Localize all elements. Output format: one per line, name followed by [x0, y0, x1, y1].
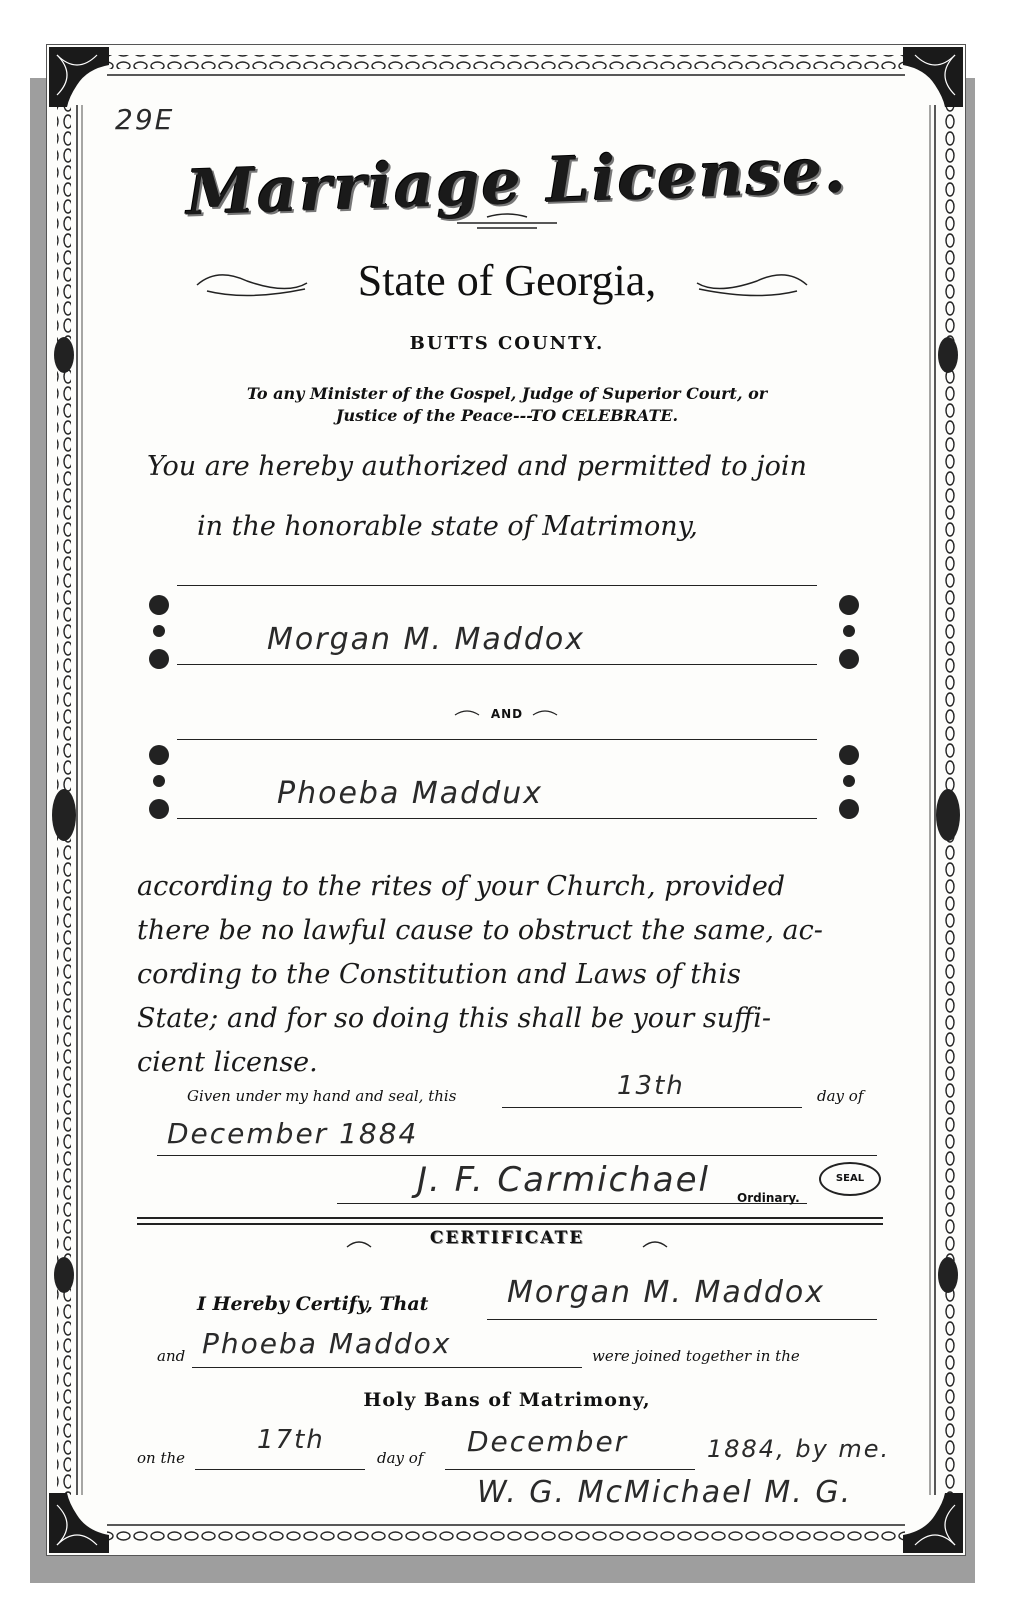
margin-note: 29E [115, 103, 175, 136]
given-day: 13th [617, 1071, 685, 1101]
license-sheet [46, 44, 966, 1556]
addressee-line-1: To any Minister of the Gospel, Judge of Superior Court, or [246, 384, 768, 403]
certify-and: and [157, 1347, 186, 1365]
bride-name-box [177, 739, 817, 819]
seal-emblem [819, 1162, 881, 1196]
officiant-signature: W. G. McMichael M. G. [477, 1475, 853, 1510]
cert-day: 17th [257, 1425, 325, 1455]
certificate-divider [137, 1217, 883, 1225]
certify-groom: Morgan M. Maddox [507, 1275, 825, 1310]
rites-paragraph [137, 865, 897, 1085]
rites-line-2: there be no lawful cause to obstruct the same, ac- [137, 915, 823, 946]
given-month-rule [157, 1155, 877, 1156]
groom-name-box [177, 585, 817, 665]
given-day-suffix: day of [817, 1087, 864, 1105]
ordinary-label: Ordinary. [737, 1191, 800, 1205]
ordinary-signature: J. F. Carmichael [417, 1160, 710, 1200]
on-the-label: on the [137, 1449, 186, 1467]
addressee-line-2: Justice of the Peace---TO CELEBRATE. [335, 406, 679, 425]
rites-line-1: according to the rites of your Church, provided [137, 871, 786, 902]
certify-bride: Phoeba Maddox [202, 1327, 452, 1360]
document-title: Marriage License. [185, 133, 849, 230]
county-heading: BUTTS COUNTY. [409, 333, 605, 354]
authorization-line-2: in the honorable state of Matrimony, [197, 511, 698, 542]
certify-bride-rule [192, 1367, 582, 1368]
holy-bans-heading: Holy Bans of Matrimony, [363, 1389, 651, 1411]
certify-groom-rule [487, 1319, 877, 1320]
given-prefix: Given under my hand and seal, this [187, 1087, 457, 1105]
cert-day-of-label: day of [377, 1449, 424, 1467]
cert-month: December [467, 1425, 629, 1458]
certify-prefix: I Hereby Certify, That [197, 1293, 429, 1315]
cert-year: 1884, by me. [707, 1435, 891, 1463]
groom-name: Morgan M. Maddox [267, 622, 585, 657]
authorization-line-1: You are hereby authorized and permitted to join [147, 451, 807, 482]
addressee-block [127, 383, 887, 427]
seal-label: SEAL [835, 1173, 865, 1184]
and-label: AND [490, 707, 524, 721]
given-day-rule [502, 1107, 802, 1108]
cert-month-rule [445, 1469, 695, 1470]
rites-line-5: cient license. [137, 1047, 318, 1078]
state-heading: State of Georgia, [357, 256, 657, 305]
rites-line-4: State; and for so doing this shall be your suffi- [137, 1003, 772, 1034]
bride-name: Phoeba Maddux [277, 776, 543, 811]
certificate-title: CERTIFICATE [429, 1228, 585, 1248]
cert-day-rule [195, 1469, 365, 1470]
certify-joined: were joined together in the [592, 1347, 800, 1365]
rites-line-3: cording to the Constitution and Laws of this [137, 959, 742, 990]
given-month-year: December 1884 [167, 1117, 419, 1150]
